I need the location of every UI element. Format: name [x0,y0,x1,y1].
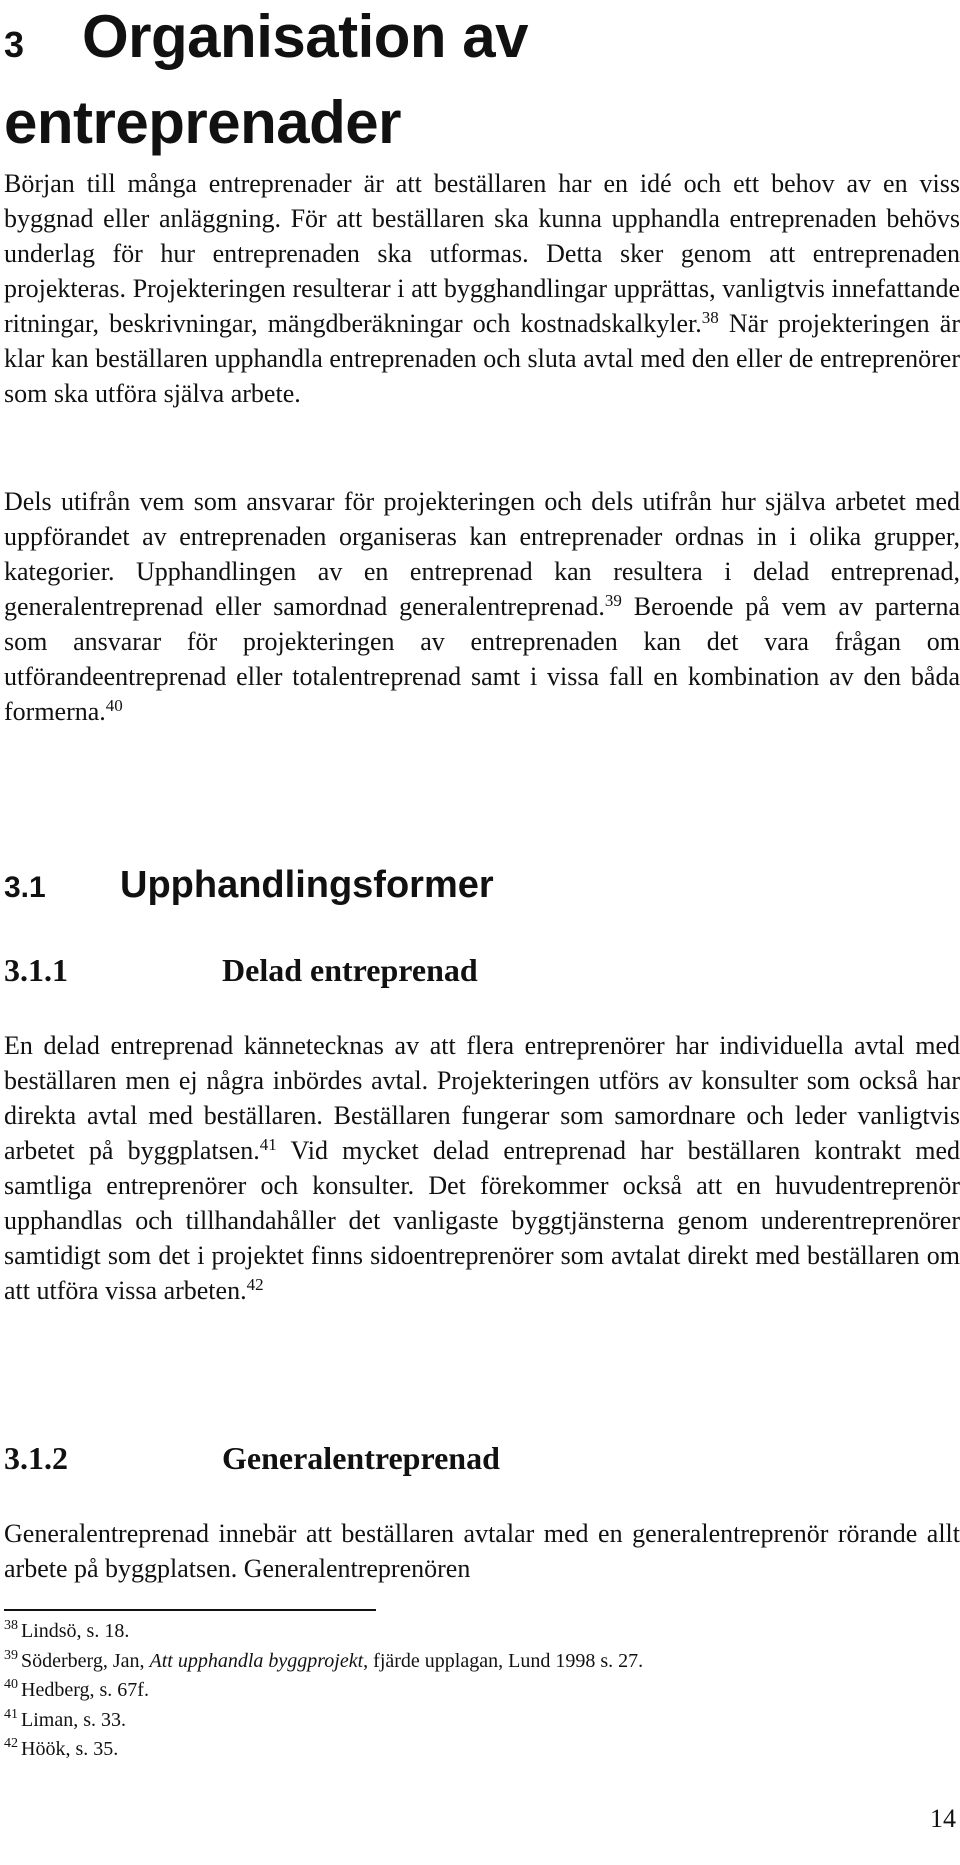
second-text-b: Beroende på vem av parterna som ansvarar för projekteringen av entreprenaden kan det vara frågan om utförandeentreprenad eller totalentreprenad samt i vissa fall en kombination av den båda formerna. [4,592,960,726]
footnote-38: $^{38}$ Lindsö, s. 18. [4,1618,130,1642]
footnote-ref-38[interactable]: 38 [701,308,719,327]
chapter-heading [4,2,944,174]
intro-text-b: När projekteringen är klar kan beställaren upphandla entreprenaden och sluta avtal med den eller de entreprenörer som ska utföra själva arbete. [4,309,960,408]
section-title: Upphandlingsformer [120,864,494,906]
chapter-number: 3 [4,24,25,65]
footnote-ref-40[interactable]: 40 [105,696,123,715]
footnote-42: $^{42}$ Höök, s. 35. [4,1736,119,1760]
footnote-separator [4,1609,376,1611]
page-number: 14 [930,1804,956,1833]
chapter-title-line2: entreprenader [4,89,401,156]
section-number: 3.1 [4,871,46,904]
footnote-ref-42[interactable]: 42 [246,1275,264,1294]
section-heading [4,860,494,913]
chapter-title-line1: Organisation av [82,3,528,70]
subsection-heading-2 [4,1436,500,1480]
second-paragraph [4,484,960,729]
subsection-1-title: Delad entreprenad [222,952,478,988]
footnote-40: $^{40}$ Hedberg, s. 67f. [4,1677,149,1701]
footnote-39: $^{39}$ Söderberg, Jan, Att upphandla byggprojekt, fjärde upplagan, Lund 1998 s. 27. [4,1647,644,1672]
footnote-41: $^{41}$ Liman, s. 33. [4,1706,126,1731]
delad-paragraph [4,1028,960,1308]
subsection-1-number: 3.1.1 [4,952,68,988]
subsection-heading-1 [4,948,478,992]
footnote-39-book-title: Att upphandla byggprojekt [149,1649,364,1672]
footnote-ref-41[interactable]: 41 [259,1135,277,1154]
intro-paragraph [4,166,960,411]
footnotes [4,1617,643,1765]
subsection-2-title: Generalentreprenad [222,1440,500,1476]
general-paragraph: Generalentreprenad innebär att beställaren avtalar med en generalentreprenör rörande allt arbete på byggplatsen. Generalentreprenören [4,1519,960,1583]
second-text-a: Dels utifrån vem som ansvarar för projekteringen och dels utifrån hur själva arbetet med uppförandet av entreprenaden organiseras kan entreprenader ordnas in i olika grupper, kategorier. Upphandlingen av en entreprenad kan resultera i delad entreprenad, generalentreprenad eller samordnad generalentreprenad. [4,487,960,621]
delad-text-b: Vid mycket delad entreprenad har beställaren kontrakt med samtliga entreprenörer och konsulter. Det förekommer också att en huvudentreprenör upphandlas och tillhandahåller det vanligaste byggtjänsterna genom underentreprenörer samtidigt som det i projektet finns sidoentreprenörer som avtalat direkt med beställaren om att utföra vissa arbeten. [4,1136,960,1305]
delad-text-a: En delad entreprenad kännetecknas av att flera entreprenörer har individuella avtal med beställaren men ej några inbördes avtal. Projekteringen utförs av konsulter som också har direkta avtal med beställaren. Beställaren fungerar som samordnare och leder vanligtvis arbetet på byggplatsen. [4,1031,960,1165]
subsection-2-number: 3.1.2 [4,1440,68,1476]
footnote-ref-39[interactable]: 39 [604,591,622,610]
intro-text-a: Början till många entreprenader är att beställaren har en idé och ett behov av en viss byggnad eller anläggning. För att beställaren ska kunna upphandla entreprenaden behövs underlag för hur entreprenaden ska utformas. Detta sker genom att entreprenaden projekteras. Projekteringen resulterar i att bygghandlingar upprättas, vanligtvis innefattande ritningar, beskrivningar, mängdberäkningar och kostnadskalkyler. [4,169,960,338]
